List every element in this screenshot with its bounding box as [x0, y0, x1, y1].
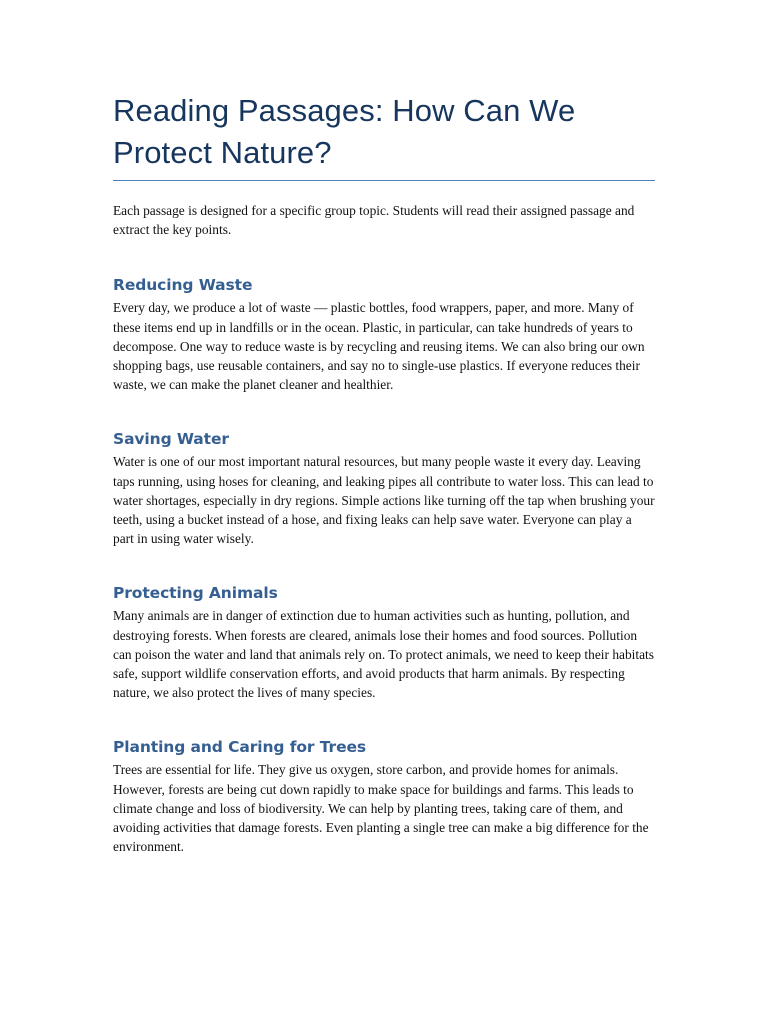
section-heading: Planting and Caring for Trees — [113, 738, 367, 757]
section-reducing-waste — [113, 273, 655, 394]
intro-paragraph: Each passage is designed for a specific group topic. Students will read their assigned passage and extract the key points. — [113, 203, 635, 238]
section-heading: Protecting Animals — [113, 584, 278, 603]
title-underline-divider — [113, 180, 655, 181]
section-heading: Reducing Waste — [113, 276, 253, 295]
section-paragraph: Many animals are in danger of extinction due to human activities such as hunting, pollution, and destroying forests. When forests are cleared, animals lose their homes and food sources. Pollution can poison the water and land that animals rely on. To protect animals, we need to keep their habitats safe, support wildlife conservation efforts, and avoid products that harm animals. By respecting nature, we also protect the lives of many species. — [113, 608, 654, 701]
section-saving-water — [113, 427, 655, 548]
document-page — [113, 90, 655, 856]
section-heading: Saving Water — [113, 430, 229, 449]
section-paragraph: Trees are essential for life. They give us oxygen, store carbon, and provide homes for animals. However, forests are being cut down rapidly to make space for buildings and farms. This leads to climate change and loss of biodiversity. We can help by planting trees, taking care of them, and avoiding activities that damage forests. Even planting a single tree can make a big difference for the environment. — [113, 762, 649, 855]
section-paragraph: Every day, we produce a lot of waste — plastic bottles, food wrappers, paper, and more. Many of these items end up in landfills or in the ocean. Plastic, in particular, can take hundreds of years to decompose. One way to reduce waste is by recycling and reusing items. We can also bring our own shopping bags, use reusable containers, and say no to single-use plastics. If everyone reduces their waste, we can make the planet cleaner and healthier. — [113, 300, 645, 393]
page-title: Reading Passages: How Can We Protect Nature? — [113, 93, 576, 170]
section-paragraph: Water is one of our most important natural resources, but many people waste it every day. Leaving taps running, using hoses for cleaning, and leaking pipes all contribute to water loss. This can lead to water shortages, especially in dry regions. Simple actions like turning off the tap when brushing your teeth, using a bucket instead of a hose, and fixing leaks can help save water. Everyone can play a part in using water wisely. — [113, 454, 655, 547]
section-protecting-animals — [113, 581, 655, 702]
section-planting-trees — [113, 735, 655, 856]
